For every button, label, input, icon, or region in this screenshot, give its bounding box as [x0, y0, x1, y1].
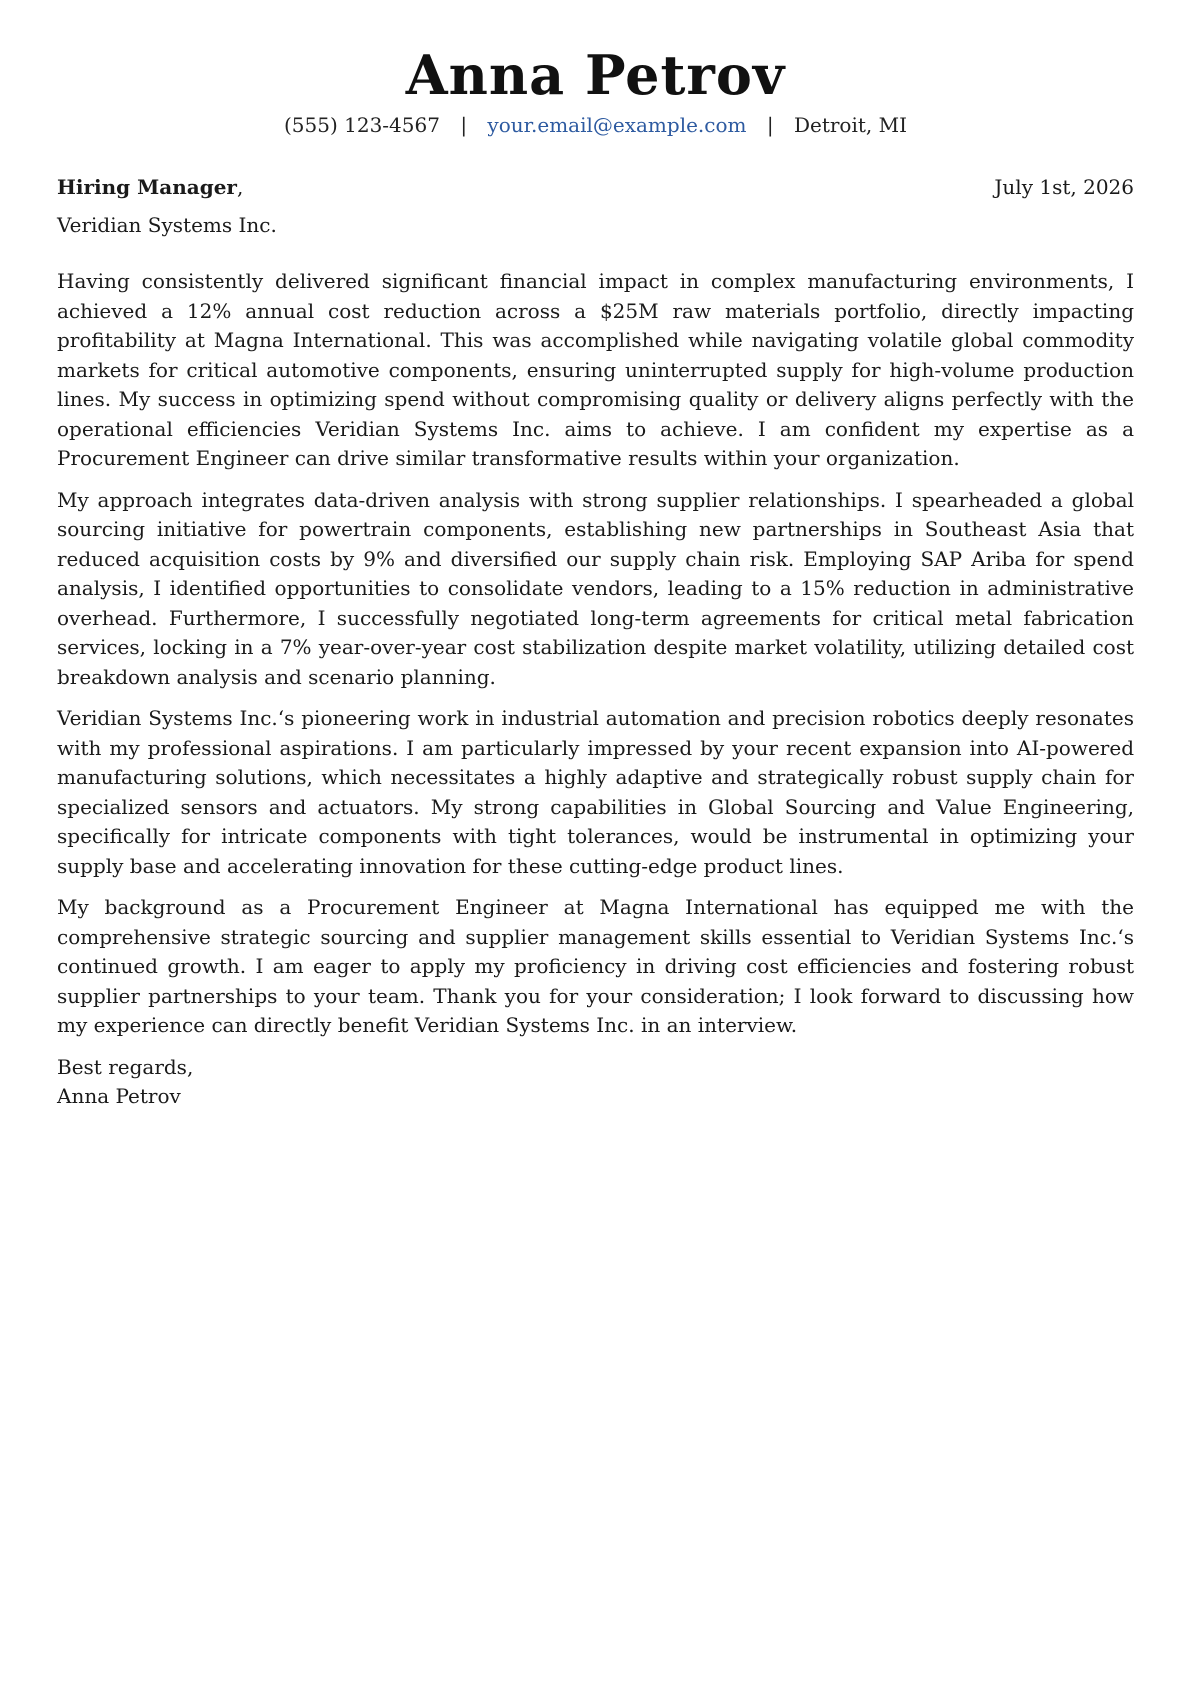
body-paragraph: Having consistently delivered significant financial impact in complex manufacturing environments, I achieved a 12% annual cost reduction across a $25M raw materials portfolio, directly impacting profitability at Magna International. This was accomplished while navigating volatile global commodity markets for critical automotive components, ensuring uninterrupted supply for high-volume production lines. My success in optimizing spend without compromising quality or delivery aligns perfectly with the operational efficiencies Veridian Systems Inc. aims to achieve. I am confident my expertise as a Procurement Engineer can drive similar transformative results within your organization. [57, 269, 1134, 471]
letter-date: July 1st, 2026 [994, 175, 1134, 200]
recipient-title-suffix: , [236, 175, 244, 200]
letter-body [57, 267, 1134, 1041]
recipient-company: Veridian Systems Inc. [57, 213, 277, 238]
phone-number: (555) 123-4567 [283, 113, 440, 138]
contact-separator: | [766, 113, 774, 138]
closing-salutation: Best regards, [57, 1054, 194, 1079]
location: Detroit, MI [793, 113, 907, 138]
recipient-line [57, 175, 243, 199]
letter-closing [57, 1053, 1134, 1112]
closing-signature: Anna Petrov [57, 1084, 181, 1109]
recipient-title: Hiring Manager [57, 175, 237, 200]
email-link[interactable]: your.email@example.com [487, 113, 747, 138]
body-paragraph: My background as a Procurement Engineer at Magna International has equipped me with the comprehensive strategic sourcing and supplier management skills essential to Veridian Systems Inc.‘s continued growth. I am eager to apply my proficiency in driving cost efficiencies and fostering robust supplier partnerships to your team. Thank you for your consideration; I look forward to discussing how my experience can directly benefit Veridian Systems Inc. in an interview. [57, 895, 1134, 1038]
body-paragraph: My approach integrates data-driven analysis with strong supplier relationships. I spearheaded a global sourcing initiative for powertrain components, establishing new partnerships in Southeast Asia that reduced acquisition costs by 9% and diversified our supply chain risk. Employing SAP Ariba for spend analysis, I identified opportunities to consolidate vendors, leading to a 15% reduction in administrative overhead. Furthermore, I successfully negotiated long-term agreements for critical metal fabrication services, locking in a 7% year-over-year cost stabilization despite market volatility, utilizing detailed cost breakdown analysis and scenario planning. [57, 487, 1134, 689]
contact-line [57, 113, 1134, 137]
body-paragraph: Veridian Systems Inc.‘s pioneering work in industrial automation and precision robotics deeply resonates with my professional aspirations. I am particularly impressed by your recent expansion into AI-powered manufacturing solutions, which necessitates a highly adaptive and strategically robust supply chain for specialized sensors and actuators. My strong capabilities in Global Sourcing and Value Engineering, specifically for intricate components with tight tolerances, would be instrumental in optimizing your supply base and accelerating innovation for these cutting-edge product lines. [57, 706, 1134, 878]
contact-separator: | [460, 113, 468, 138]
applicant-name: Anna Petrov [405, 43, 786, 107]
recipient-date-row [57, 175, 1134, 199]
